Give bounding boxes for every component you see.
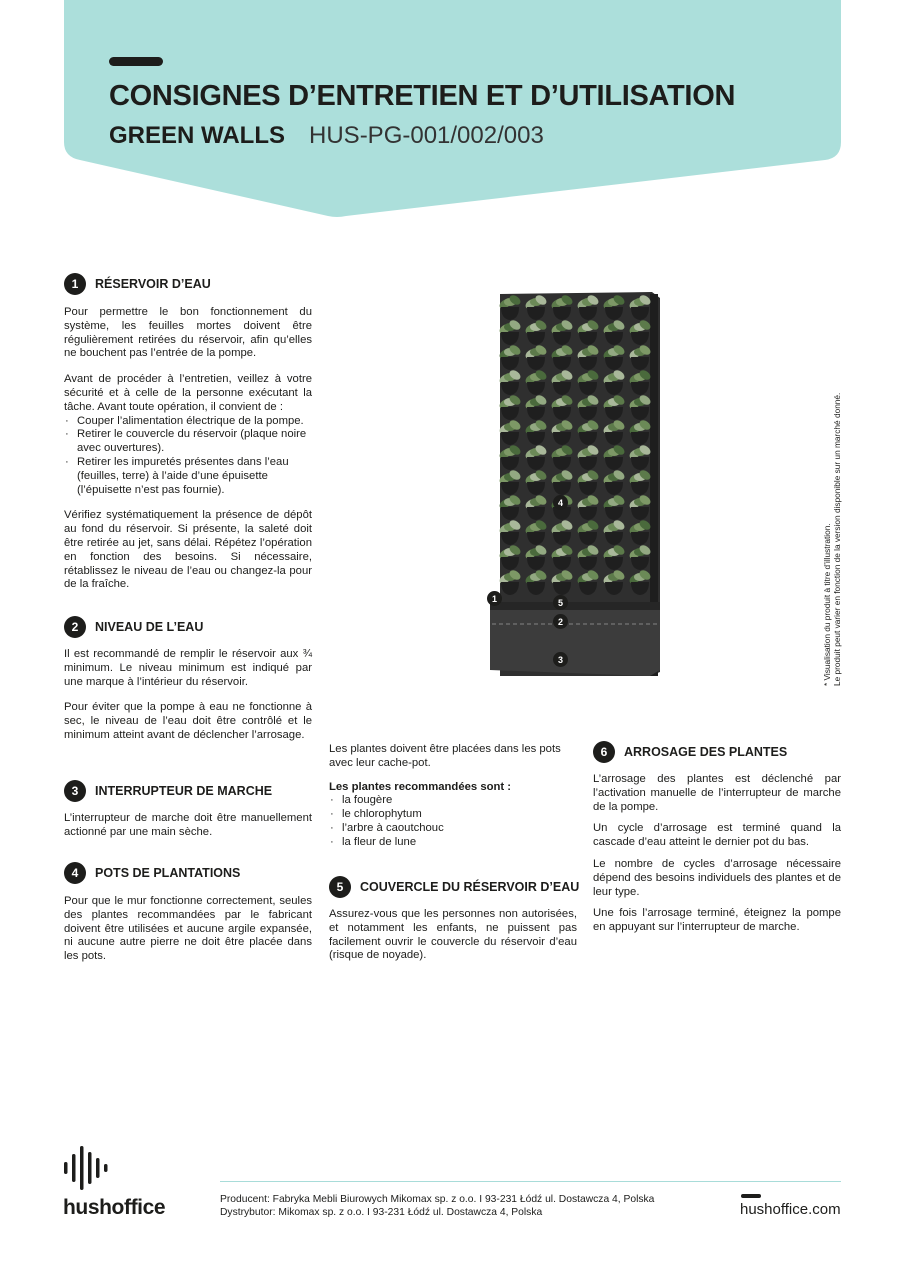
- paragraph: Il est recommandé de remplir le réservoir aux ¾ minimum. Le niveau minimum est indiqué par une marque à l’intérieur du réservoir.: [64, 648, 312, 688]
- brand-name: hushoffice: [63, 1196, 166, 1219]
- paragraph: L’arrosage des plantes est déclenché par l’activation manuelle de l’interrupteur de marche de la pompe.: [593, 773, 841, 813]
- section-2-heading: [64, 616, 203, 638]
- section-title: POTS DE PLANTATIONS: [95, 866, 241, 880]
- section-number: 1: [64, 273, 86, 295]
- producer-line: Producent: Fabryka Mebli Biurowych Mikomax sp. z o.o. I 93-231 Łódź ul. Dostawcza 4, Polska: [220, 1194, 655, 1205]
- brand-logo-icon: [64, 1146, 114, 1195]
- section-title: NIVEAU DE L’EAU: [95, 620, 204, 634]
- paragraph: L’interrupteur de marche doit être manuellement actionné par une main sèche.: [64, 812, 312, 838]
- marker-3: 3: [553, 652, 568, 667]
- list-title: Les plantes recommandées sont :: [329, 780, 512, 793]
- header-accent-bar: [109, 57, 163, 66]
- bullet-list: [64, 415, 312, 498]
- paragraph: Les plantes doivent être placées dans les pots avec leur cache-pot.: [329, 743, 561, 769]
- section-1-heading: [64, 273, 211, 295]
- website-link[interactable]: hushoffice.com: [740, 1201, 841, 1218]
- paragraph: Le nombre de cycles d’arrosage nécessaire dépend des besoins individuels des plantes et de leur type.: [593, 857, 841, 898]
- section-1-body: [64, 306, 312, 592]
- section-title: INTERRUPTEUR DE MARCHE: [95, 784, 273, 798]
- paragraph: Pour permettre le bon fonctionnement du système, les feuilles mortes doivent être régulièrement retirées du réservoir, afin qu’elles ne bouchent pas l’entrée de la pompe.: [64, 306, 312, 360]
- green-wall-illustration: [470, 272, 680, 692]
- paragraph: Vérifiez systématiquement la présence de dépôt au fond du réservoir. Si présente, la saleté doit être retirée au jet, sans délai. Répétez l’opération en fonction des besoins. Si nécessaire, rétablissez le niveau de l’eau ou changez-la pour de la fraîche.: [64, 509, 312, 591]
- document-subtitle: [109, 122, 544, 150]
- bullet-list: [329, 794, 577, 849]
- marker-4: 4: [553, 495, 568, 510]
- list-item: · Retirer le couvercle du réservoir (plaque noire avec ouvertures).: [64, 428, 312, 456]
- list-item: · le chlorophytum: [329, 808, 577, 822]
- section-4-heading: [64, 862, 240, 884]
- section-title: COUVERCLE DU RÉSERVOIR D’EAU: [360, 880, 580, 894]
- paragraph: Une fois l’arrosage terminé, éteignez la pompe en appuyant sur l’interrupteur de marche.: [593, 907, 841, 934]
- section-number: 4: [64, 862, 86, 884]
- section-6-body: [593, 773, 841, 935]
- marker-1: 1: [487, 591, 502, 606]
- section-title: RÉSERVOIR D’EAU: [95, 277, 211, 291]
- list-item: · la fleur de lune: [329, 836, 577, 850]
- section-number: 3: [64, 780, 86, 802]
- illustration-disclaimer: [822, 366, 842, 686]
- list-item: · la fougère: [329, 794, 577, 808]
- section-4-body: [64, 895, 312, 964]
- section-number: 2: [64, 616, 86, 638]
- footer-divider: [220, 1181, 841, 1182]
- distributor-line: Dystrybutor: Mikomax sp. z o.o. I 93-231 Łódź ul. Dostawcza 4, Polska: [220, 1207, 543, 1218]
- list-item: · Retirer les impuretés présentes dans l’eau (feuilles, terre) à l’aide d’une épuisette (l’épuisette n’est pas fournie).: [64, 456, 312, 497]
- section-3-heading: [64, 780, 272, 802]
- paragraph: Avant de procéder à l’entretien, veillez à votre sécurité et à celle de la personne exécutant la tâche. Avant toute opération, il convient de :: [64, 373, 312, 413]
- footer-company-info: [220, 1193, 654, 1219]
- section-5-heading: [329, 876, 579, 898]
- section-3-body: [64, 812, 312, 840]
- section-2-body: [64, 648, 312, 743]
- paragraph: Pour éviter que la pompe à eau ne fonctionne à sec, le niveau de l’eau doit être contrôlé et le minimum atteint avant de déclencher l’arrosage.: [64, 701, 312, 741]
- section-number: 6: [593, 741, 615, 763]
- list-item: · l’arbre à caoutchouc: [329, 822, 577, 836]
- list-item: · Couper l’alimentation électrique de la pompe.: [64, 415, 312, 429]
- paragraph: Un cycle d’arrosage est terminé quand la cascade d’eau atteint le dernier pot du bas.: [593, 822, 841, 849]
- marker-2: 2: [553, 614, 568, 629]
- product-code: HUS-PG-001/002/003: [309, 122, 544, 149]
- section-title: ARROSAGE DES PLANTES: [624, 745, 788, 759]
- footer-accent-bar: [741, 1194, 761, 1198]
- paragraph: Pour que le mur fonctionne correctement, seules des plantes recommandées par le fabricant doivent être utilisées et aucune argile expansée, ni aucune autre pierre ne doit être placée dans les pots.: [64, 895, 312, 963]
- marker-5: 5: [553, 595, 568, 610]
- paragraph: Assurez-vous que les personnes non autorisées, et notamment les enfants, ne puissent pas facilement ouvrir le couvercle du réservoir d’eau (risque de noyade).: [329, 908, 577, 962]
- section-4-body-continued: [329, 743, 577, 850]
- document-title: CONSIGNES D’ENTRETIEN ET D’UTILISATION: [109, 80, 736, 112]
- section-6-heading: [593, 741, 787, 763]
- disclaimer-line: Le produit peut varier en fonction de la version disponible sur un marché donné.: [832, 392, 842, 686]
- section-number: 5: [329, 876, 351, 898]
- section-5-body: [329, 908, 577, 963]
- product-name: GREEN WALLS: [109, 122, 286, 149]
- green-wall-drawing: [470, 272, 680, 692]
- disclaimer-line: * Visualisation du produit à titre d’illustration.: [822, 523, 832, 686]
